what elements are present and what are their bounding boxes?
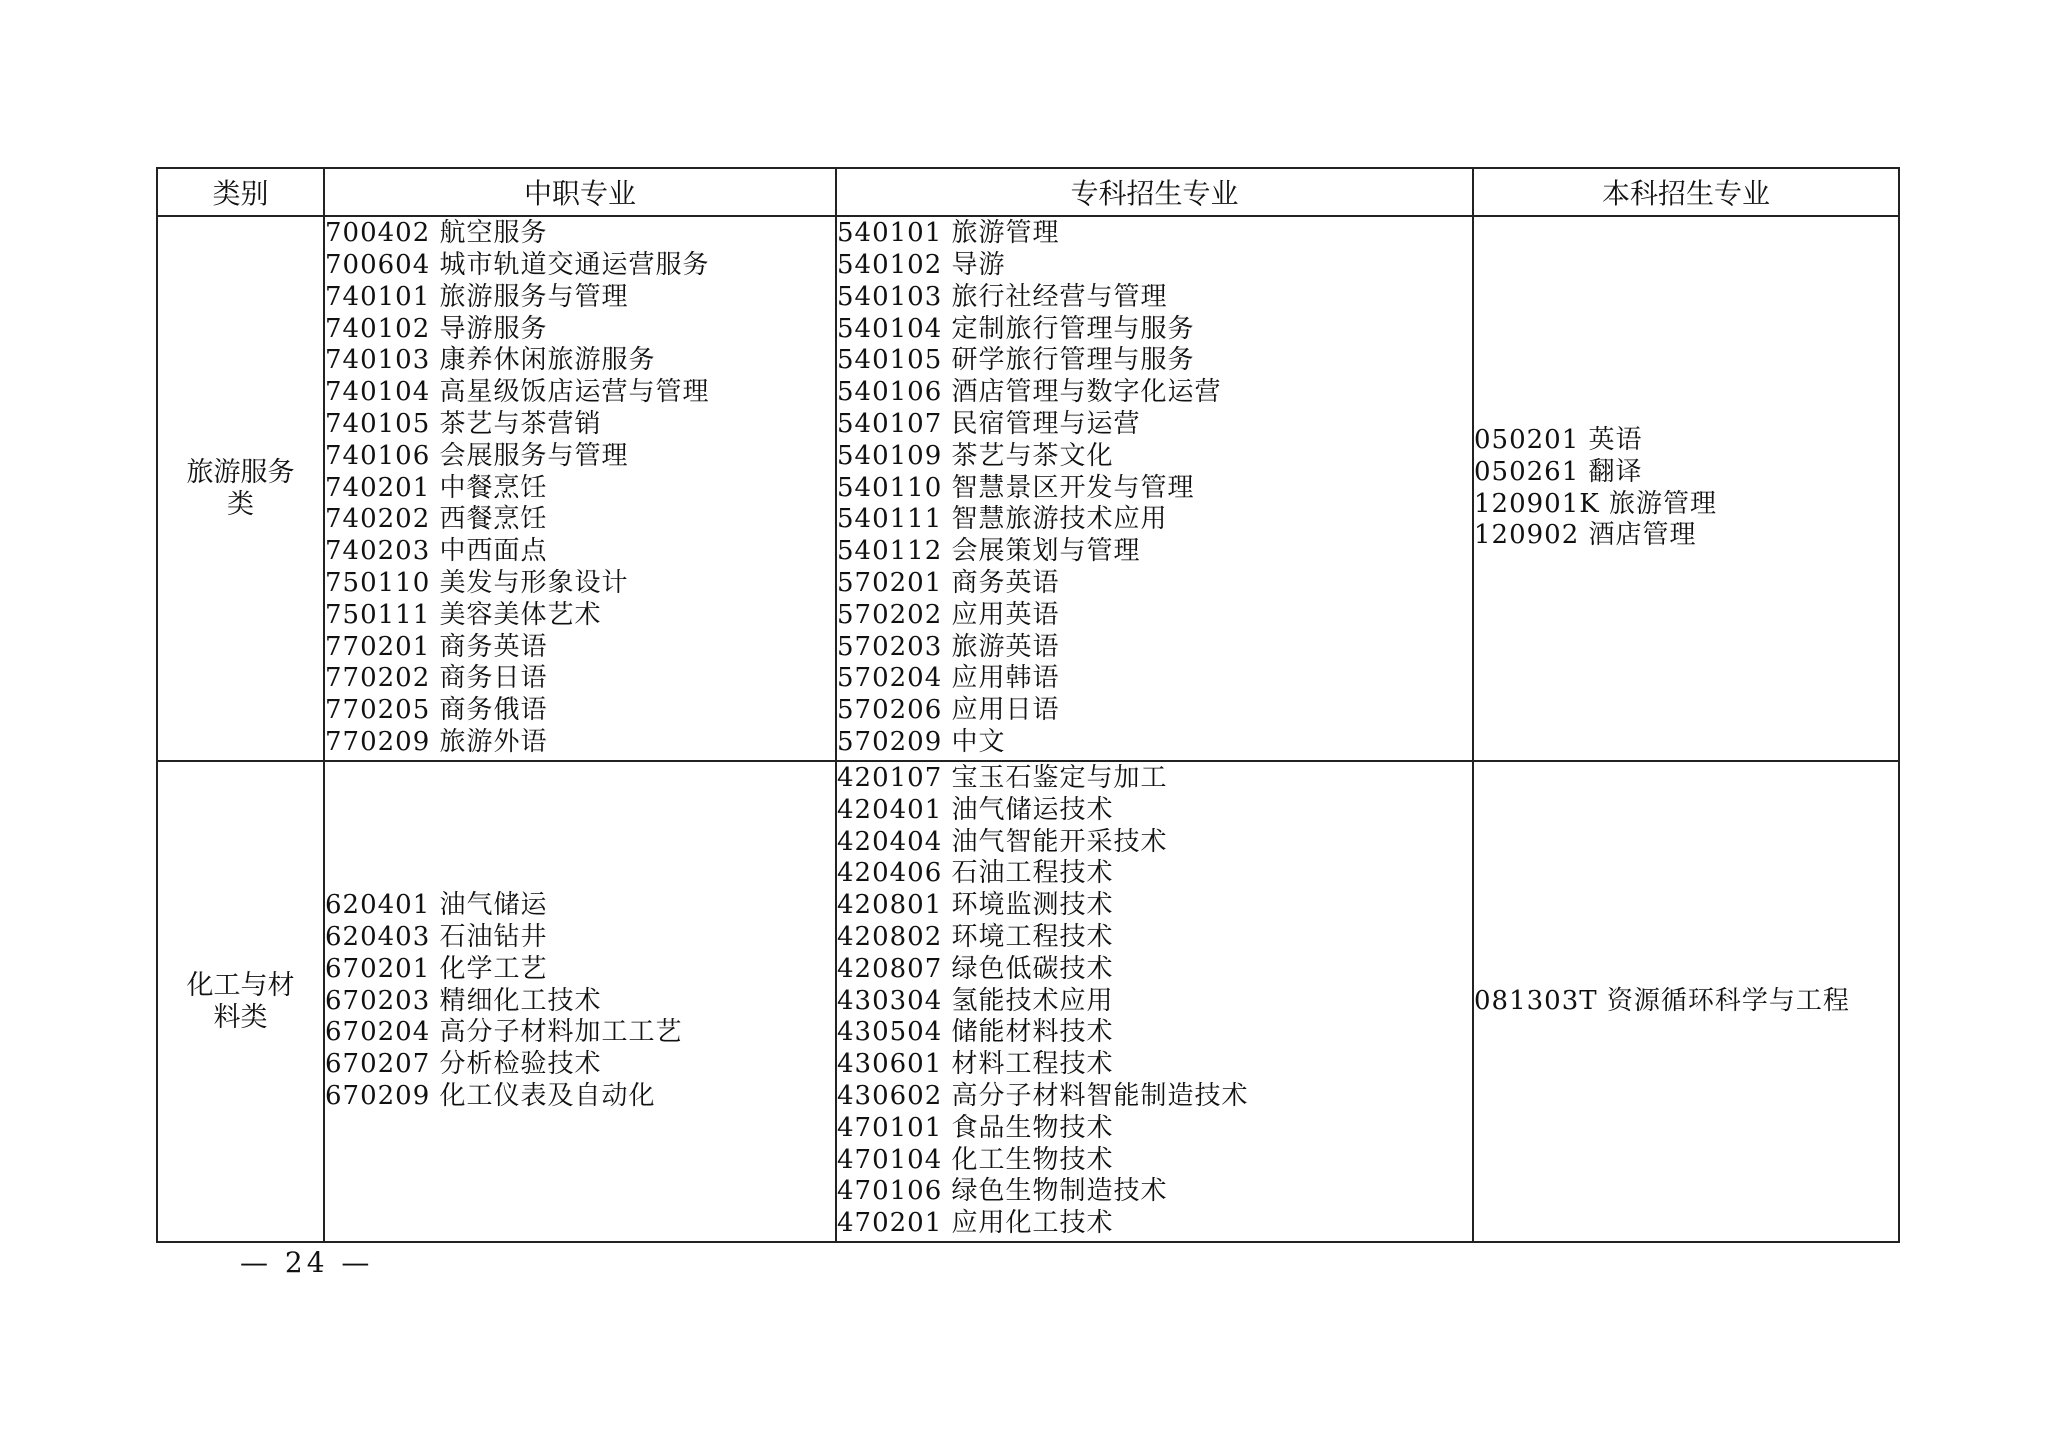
major-item: 540106 酒店管理与数字化运营 [837, 377, 1222, 408]
major-list [1474, 986, 1898, 1018]
header-undergraduate-major: 本科招生专业 [1473, 168, 1899, 216]
major-item: 740102 导游服务 [325, 313, 548, 344]
major-list [837, 763, 1472, 1240]
major-item: 430304 氢能技术应用 [837, 985, 1114, 1016]
page-number: — 24 — [240, 1246, 374, 1279]
major-item: 570204 应用韩语 [837, 663, 1060, 694]
major-item: 430504 储能材料技术 [837, 1017, 1114, 1048]
major-item: 740202 西餐烹饪 [325, 504, 548, 535]
major-item: 670209 化工仪表及自动化 [325, 1080, 656, 1111]
undergraduate-majors-cell [1473, 216, 1899, 761]
header-category: 类别 [157, 168, 324, 216]
major-item: 050201 英语 [1474, 424, 1643, 455]
major-item: 670201 化学工艺 [325, 953, 548, 984]
secondary-majors-cell [324, 216, 836, 761]
major-item: 750110 美发与形象设计 [325, 567, 629, 598]
major-item: 120902 酒店管理 [1474, 520, 1697, 551]
major-item: 540102 导游 [837, 250, 1006, 281]
major-item: 740101 旅游服务与管理 [325, 281, 629, 312]
major-item: 770205 商务俄语 [325, 695, 548, 726]
header-secondary-major: 中职专业 [324, 168, 836, 216]
major-item: 770202 商务日语 [325, 663, 548, 694]
major-item: 620403 石油钻井 [325, 922, 548, 952]
major-item: 750111 美容美体艺术 [325, 599, 602, 630]
major-item: 430601 材料工程技术 [837, 1049, 1114, 1080]
major-item: 430602 高分子材料智能制造技术 [837, 1080, 1249, 1111]
major-item: 700402 航空服务 [325, 218, 548, 249]
major-item: 540111 智慧旅游技术应用 [837, 504, 1168, 535]
undergraduate-majors-cell [1473, 761, 1899, 1242]
major-item: 420807 绿色低碳技术 [837, 953, 1114, 984]
major-item: 540105 研学旅行管理与服务 [837, 345, 1195, 376]
category-cell [157, 761, 324, 1242]
category-label: 化工与材料类 [186, 969, 295, 1033]
major-item: 670203 精细化工技术 [325, 985, 602, 1016]
major-item: 420107 宝玉石鉴定与加工 [837, 763, 1168, 794]
header-college-major: 专科招生专业 [836, 168, 1473, 216]
major-item: 540112 会展策划与管理 [837, 536, 1141, 567]
major-item: 050261 翻译 [1474, 456, 1643, 487]
major-item: 770209 旅游外语 [325, 726, 548, 757]
major-item: 740105 茶艺与茶营销 [325, 409, 602, 439]
major-item: 470106 绿色生物制造技术 [837, 1176, 1168, 1207]
major-item: 470104 化工生物技术 [837, 1144, 1114, 1175]
major-item: 470101 食品生物技术 [837, 1112, 1114, 1143]
major-item: 420404 油气智能开采技术 [837, 826, 1168, 857]
major-item: 740203 中西面点 [325, 536, 548, 567]
major-item: 420801 环境监测技术 [837, 890, 1114, 921]
majors-table [156, 167, 1900, 1243]
major-item: 570201 商务英语 [837, 567, 1060, 598]
major-item: 740103 康养休闲旅游服务 [325, 345, 656, 376]
major-list [837, 218, 1472, 759]
secondary-majors-cell [324, 761, 836, 1242]
major-item: 540101 旅游管理 [837, 218, 1060, 249]
major-item: 770201 商务英语 [325, 631, 548, 662]
major-item: 420401 油气储运技术 [837, 794, 1114, 825]
major-item: 700604 城市轨道交通运营服务 [325, 250, 710, 281]
table-row [157, 216, 1899, 761]
table-header-row [157, 168, 1899, 216]
major-item: 540109 茶艺与茶文化 [837, 440, 1114, 471]
category-label: 旅游服务类 [186, 456, 295, 520]
table-row [157, 761, 1899, 1242]
major-list [325, 890, 835, 1113]
category-cell [157, 216, 324, 761]
major-item: 540107 民宿管理与运营 [837, 409, 1141, 439]
college-majors-cell [836, 216, 1473, 761]
major-item: 540103 旅行社经营与管理 [837, 281, 1168, 312]
major-list [325, 218, 835, 759]
major-item: 740201 中餐烹饪 [325, 472, 548, 503]
major-list [1474, 425, 1898, 552]
major-item: 420802 环境工程技术 [837, 922, 1114, 952]
major-item: 540104 定制旅行管理与服务 [837, 313, 1195, 344]
major-item: 540110 智慧景区开发与管理 [837, 472, 1195, 503]
major-item: 470201 应用化工技术 [837, 1208, 1114, 1239]
major-item: 620401 油气储运 [325, 890, 548, 921]
major-item: 120901K 旅游管理 [1474, 488, 1717, 519]
major-item: 740106 会展服务与管理 [325, 440, 629, 471]
major-item: 570206 应用日语 [837, 695, 1060, 726]
major-item: 420406 石油工程技术 [837, 858, 1114, 889]
college-majors-cell [836, 761, 1473, 1242]
major-item: 670207 分析检验技术 [325, 1049, 602, 1080]
major-item: 740104 高星级饭店运营与管理 [325, 377, 710, 408]
major-item: 570202 应用英语 [837, 599, 1060, 630]
major-item: 570209 中文 [837, 726, 1006, 757]
major-item: 081303T 资源循环科学与工程 [1474, 985, 1850, 1016]
major-item: 570203 旅游英语 [837, 631, 1060, 662]
major-item: 670204 高分子材料加工工艺 [325, 1017, 683, 1048]
